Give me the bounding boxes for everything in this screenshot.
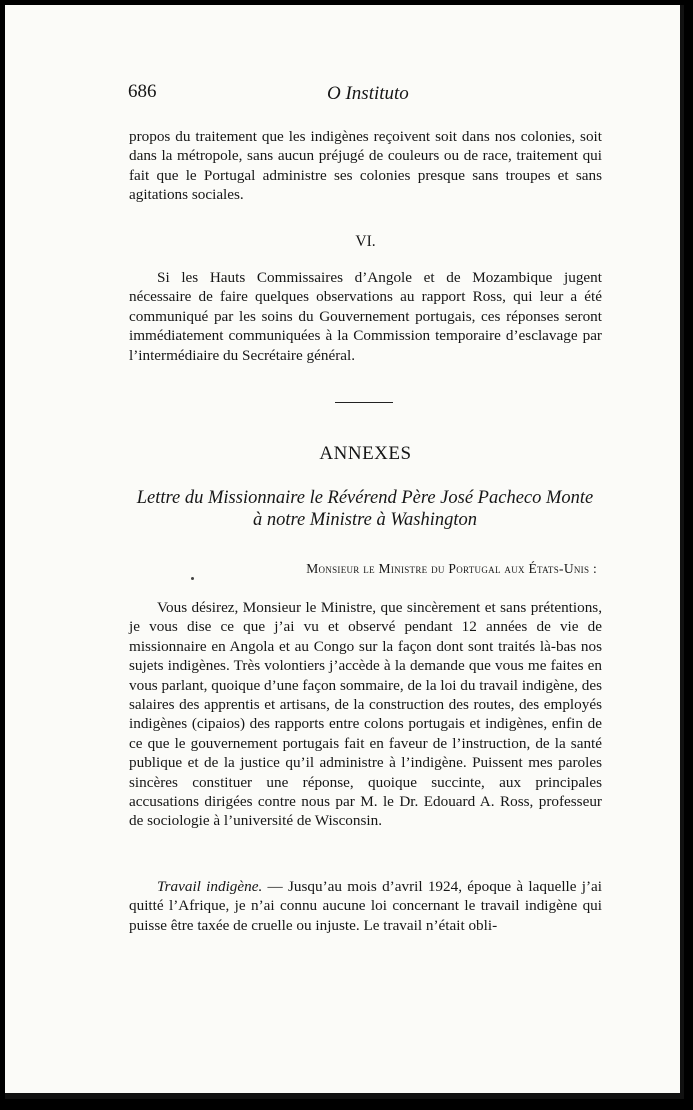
page-number: 686: [128, 81, 157, 102]
salutation: Monsieur le Ministre du Portugal aux États-Unis :: [306, 561, 597, 576]
travail-text: — Jusqu’au mois d’avril 1924, époque à laquelle j’ai quitté l’Afrique, je n’ai connu aucune loi concernant le travail indigène qui puisse être taxée de cruelle ou injuste. Le travail n’était obli-: [129, 878, 603, 934]
letter-body-paragraph: Vous désirez, Monsieur le Ministre, que sincèrement et sans prétentions, je vous dise ce que j’ai vu et observé pendant 12 années de vie de missionnaire en Angola et au Congo sur la façon dont sont traités là-bas nos sujets indigènes. Très volontiers j’accède à la demande que vous me faites en vous parlant, quoique d’une façon sommaire, de la loi du travail indigène, des salaires des apprentis et artisans, de la construction des routes, des employés indigènes (cipaios) des rapports entre colons portugais et indigènes, enfin de ce que le gouvernement portugais fait en faveur de l’instruction, de la santé publique et de la justice qu’il administre à l’indigène. Puissent mes paroles sincères constituer une réponse, quoique succinte, aux principales accusations dirigées contre nous par M. le Dr. Edouard A. Ross, professeur de sociologie à l’université de Wisconsin.: [129, 599, 602, 830]
intro-paragraph: propos du traitement que les indigènes reçoivent soit dans nos colonies, soit dans la métropole, sans aucun préjugé de couleurs ou de race, traitement qui fait que le Portugal administre ses colonies presque sans troupes et sans agitations sociales.: [129, 128, 602, 204]
letter-title-line-2: à notre Ministre à Washington: [252, 510, 478, 530]
section-heading: VI.: [355, 233, 376, 250]
travail-paragraph: [129, 877, 602, 935]
document-page: [5, 5, 684, 1099]
print-speck: [191, 577, 194, 580]
running-header-title: O Instituto: [327, 83, 409, 104]
travail-lead: Travail indigène.: [157, 878, 263, 895]
section-paragraph: Si les Hauts Commissaires d’Angole et de Mozambique jugent nécessaire de faire quelques observations au rapport Ross, qui leur a été communiqué par les soins du Gouvernement portugais, ces réponses seront immédiatement communiquées à la Commission temporaire d’esclavage par l’intermédiaire du Secrétaire général.: [129, 269, 602, 364]
letter-title-line-1: Lettre du Missionnaire le Révérend Père José Pacheco Monte: [136, 488, 594, 508]
section-divider: [335, 402, 393, 403]
letter-title: [115, 487, 615, 531]
annexes-heading: ANNEXES: [319, 443, 412, 464]
